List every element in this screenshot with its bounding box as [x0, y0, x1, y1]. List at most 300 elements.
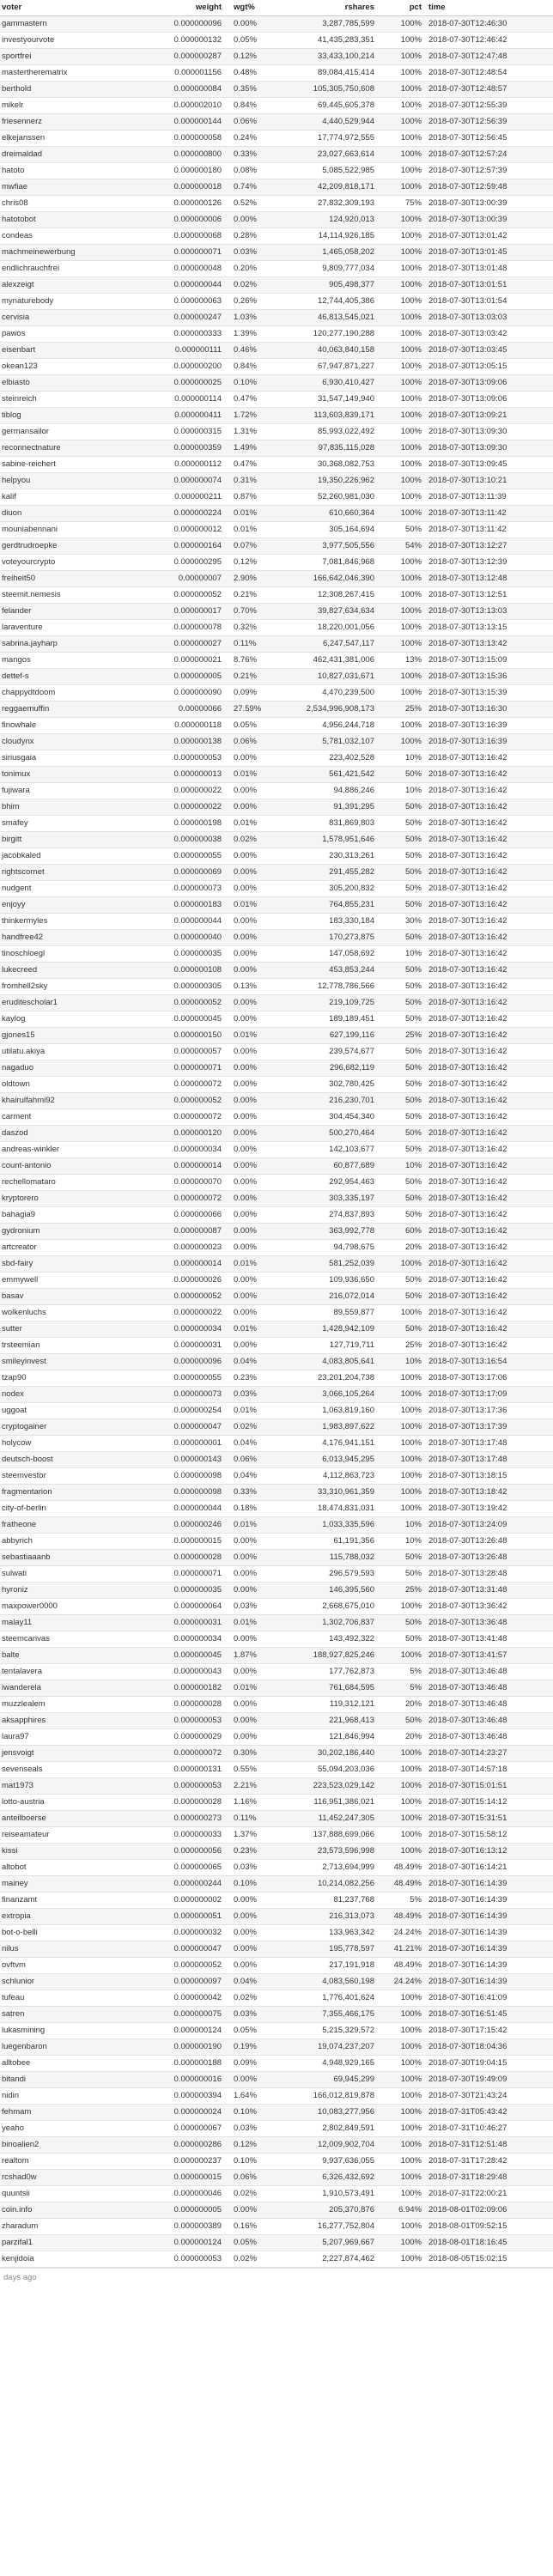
rshares-cell: 12,778,786,566: [273, 979, 376, 995]
weight-cell: 0.000000098: [146, 1468, 223, 1485]
column-header-weight[interactable]: weight: [146, 0, 223, 16]
voter-cell[interactable]: trsteemian: [0, 1338, 146, 1354]
rshares-cell: 7,355,466,175: [273, 2007, 376, 2023]
voter-cell[interactable]: carment: [0, 1109, 146, 1126]
voter-cell[interactable]: lukasmining: [0, 2023, 146, 2039]
voter-cell[interactable]: sabine-reichert: [0, 457, 146, 473]
voter-cell[interactable]: yeaho: [0, 2121, 146, 2137]
voter-cell[interactable]: sbd-fairy: [0, 1256, 146, 1273]
voter-cell[interactable]: nodex: [0, 1387, 146, 1403]
table-row: [0, 1860, 553, 1876]
time-cell: 2018-07-30T16:14:21: [423, 1860, 553, 1876]
pct-cell: 41.21%: [376, 1941, 423, 1958]
weight-cell: 0.000000053: [146, 1713, 223, 1729]
voter-cell[interactable]: rightscornet: [0, 865, 146, 881]
table-row: [0, 555, 553, 571]
voter-cell[interactable]: artcreator: [0, 1240, 146, 1256]
rshares-cell: 69,945,299: [273, 2072, 376, 2088]
table-row: [0, 114, 553, 131]
column-header-time[interactable]: time: [423, 0, 553, 16]
table-row: [0, 1664, 553, 1680]
time-cell: 2018-07-30T16:14:39: [423, 1909, 553, 1925]
column-header-rshares[interactable]: rshares: [273, 0, 376, 16]
voter-cell[interactable]: fragmentarion: [0, 1485, 146, 1501]
wgt-percent-cell: 0.04%: [223, 1974, 273, 1990]
voter-cell[interactable]: anteilboerse: [0, 1811, 146, 1827]
time-cell: 2018-08-01T18:16:45: [423, 2235, 553, 2251]
voter-cell[interactable]: altobot: [0, 1860, 146, 1876]
pct-cell: 100%: [376, 473, 423, 489]
rshares-cell: 10,083,277,956: [273, 2105, 376, 2121]
table-row: [0, 653, 553, 669]
voter-cell[interactable]: hyroniz: [0, 1583, 146, 1599]
voter-cell[interactable]: parzifal1: [0, 2235, 146, 2251]
voter-cell[interactable]: germansailor: [0, 424, 146, 440]
table-row: [0, 1746, 553, 1762]
voter-cell[interactable]: mouniabennani: [0, 522, 146, 538]
rshares-cell: 561,421,542: [273, 767, 376, 783]
voter-cell[interactable]: maxpower0000: [0, 1599, 146, 1615]
voter-cell[interactable]: schlunior: [0, 1974, 146, 1990]
voter-cell[interactable]: kaylog: [0, 1012, 146, 1028]
voter-cell[interactable]: gjones15: [0, 1028, 146, 1044]
wgt-percent-cell: 0.00%: [223, 1941, 273, 1958]
voter-cell[interactable]: emmywell: [0, 1273, 146, 1289]
voter-cell[interactable]: freiheit50: [0, 571, 146, 587]
time-cell: 2018-07-30T13:17:06: [423, 1370, 553, 1387]
voter-cell[interactable]: chris08: [0, 196, 146, 212]
weight-cell: 0.000000118: [146, 718, 223, 734]
weight-cell: 0.000000031: [146, 1615, 223, 1631]
wgt-percent-cell: 0.11%: [223, 1811, 273, 1827]
voter-cell[interactable]: daszod: [0, 1126, 146, 1142]
voter-cell[interactable]: berthold: [0, 82, 146, 98]
rshares-cell: 14,114,926,185: [273, 228, 376, 245]
column-header-voter[interactable]: voter: [0, 0, 146, 16]
voter-cell[interactable]: steinreich: [0, 392, 146, 408]
voter-cell[interactable]: city-of-berlin: [0, 1501, 146, 1517]
voter-cell[interactable]: extropia: [0, 1909, 146, 1925]
voter-cell[interactable]: kissi: [0, 1844, 146, 1860]
wgt-percent-cell: 0.00%: [223, 1158, 273, 1175]
table-row: [0, 750, 553, 767]
table-row: [0, 816, 553, 832]
voter-cell[interactable]: smileyinvest: [0, 1354, 146, 1370]
voter-cell[interactable]: ovftvm: [0, 1958, 146, 1974]
time-cell: 2018-07-30T13:12:27: [423, 538, 553, 555]
weight-cell: 0.000000237: [146, 2154, 223, 2170]
voter-cell[interactable]: utilatu.akiya: [0, 1044, 146, 1060]
voter-cell[interactable]: eruditescholar1: [0, 995, 146, 1012]
weight-cell: 0.000000273: [146, 1811, 223, 1827]
weight-cell: 0.000000411: [146, 408, 223, 424]
voter-cell[interactable]: alexzeigt: [0, 277, 146, 294]
voter-cell[interactable]: enjoyy: [0, 897, 146, 914]
voter-cell[interactable]: cryptogainer: [0, 1419, 146, 1436]
wgt-percent-cell: 0.04%: [223, 1436, 273, 1452]
voter-cell[interactable]: siriusgaia: [0, 750, 146, 767]
weight-cell: 0.000000015: [146, 1534, 223, 1550]
voter-cell[interactable]: birgitt: [0, 832, 146, 848]
voter-cell[interactable]: machmeinewerbung: [0, 245, 146, 261]
voter-cell[interactable]: bitandi: [0, 2072, 146, 2088]
voter-cell[interactable]: lotto-austria: [0, 1795, 146, 1811]
wgt-percent-cell: 0.03%: [223, 1860, 273, 1876]
voter-cell[interactable]: jensvoigt: [0, 1746, 146, 1762]
voter-cell[interactable]: bhim: [0, 799, 146, 816]
pct-cell: 100%: [376, 2007, 423, 2023]
voter-cell[interactable]: malay11: [0, 1615, 146, 1631]
voter-cell[interactable]: satren: [0, 2007, 146, 2023]
pct-cell: 100%: [376, 734, 423, 750]
pct-cell: 10%: [376, 946, 423, 963]
voter-cell[interactable]: diuon: [0, 506, 146, 522]
weight-cell: 0.000000143: [146, 1452, 223, 1468]
weight-cell: 0.000000055: [146, 848, 223, 865]
voter-cell[interactable]: kryptorero: [0, 1191, 146, 1207]
rshares-cell: 462,431,381,006: [273, 653, 376, 669]
table-row: [0, 147, 553, 163]
rshares-cell: 223,402,528: [273, 750, 376, 767]
rshares-cell: 6,013,945,295: [273, 1452, 376, 1468]
voter-cell[interactable]: sulwati: [0, 1566, 146, 1583]
voter-cell[interactable]: fromhell2sky: [0, 979, 146, 995]
voter-cell[interactable]: iwanderela: [0, 1680, 146, 1697]
weight-cell: 0.000000188: [146, 2056, 223, 2072]
voter-cell[interactable]: helpyou: [0, 473, 146, 489]
voter-cell[interactable]: okean123: [0, 359, 146, 375]
table-row: [0, 1452, 553, 1468]
pct-cell: 100%: [376, 718, 423, 734]
weight-cell: 0.000000305: [146, 979, 223, 995]
rshares-cell: 1,910,573,491: [273, 2186, 376, 2202]
voter-cell[interactable]: sebastiaaanb: [0, 1550, 146, 1566]
pct-cell: 100%: [376, 2023, 423, 2039]
voter-cell[interactable]: oldtown: [0, 1077, 146, 1093]
voter-cell[interactable]: endlichrauchfrei: [0, 261, 146, 277]
voter-cell[interactable]: nagaduo: [0, 1060, 146, 1077]
voter-cell[interactable]: cloudynx: [0, 734, 146, 750]
weight-cell: 0.000000028: [146, 1795, 223, 1811]
pct-cell: 50%: [376, 1566, 423, 1583]
wgt-percent-cell: 0.00%: [223, 1713, 273, 1729]
voter-cell[interactable]: elkejanssen: [0, 131, 146, 147]
voter-cell[interactable]: finanzamt: [0, 1893, 146, 1909]
voter-cell[interactable]: nidin: [0, 2088, 146, 2105]
wgt-percent-cell: 0.00%: [223, 1224, 273, 1240]
voter-cell[interactable]: holycow: [0, 1436, 146, 1452]
wgt-percent-cell: 2.21%: [223, 1778, 273, 1795]
pct-cell: 100%: [376, 1436, 423, 1452]
voter-cell[interactable]: sevenseals: [0, 1762, 146, 1778]
rshares-cell: 1,983,897,622: [273, 1419, 376, 1436]
pct-cell: 100%: [376, 1648, 423, 1664]
voter-cell[interactable]: jacobkaled: [0, 848, 146, 865]
voter-cell[interactable]: balte: [0, 1648, 146, 1664]
voter-cell[interactable]: chappydtdoom: [0, 685, 146, 702]
rshares-cell: 10,827,031,671: [273, 669, 376, 685]
voter-cell[interactable]: steemvestor: [0, 1468, 146, 1485]
pct-cell: 13%: [376, 653, 423, 669]
weight-cell: 0.000000024: [146, 2105, 223, 2121]
rshares-cell: 41,435,283,351: [273, 33, 376, 49]
voter-cell[interactable]: fratheone: [0, 1517, 146, 1534]
rshares-cell: 764,855,231: [273, 897, 376, 914]
voter-cell[interactable]: nilus: [0, 1941, 146, 1958]
weight-cell: 0.000000040: [146, 930, 223, 946]
voter-cell[interactable]: gydronium: [0, 1224, 146, 1240]
voter-cell[interactable]: aksapphires: [0, 1713, 146, 1729]
column-header-pct[interactable]: pct: [376, 0, 423, 16]
header-row: [0, 0, 553, 16]
time-cell: 2018-07-30T12:57:39: [423, 163, 553, 179]
table-row: [0, 1893, 553, 1909]
pct-cell: 100%: [376, 620, 423, 636]
voter-cell[interactable]: steemit.nemesis: [0, 587, 146, 604]
voter-cell[interactable]: felander: [0, 604, 146, 620]
pct-cell: 50%: [376, 963, 423, 979]
pct-cell: 50%: [376, 1142, 423, 1158]
weight-cell: 0.000000144: [146, 114, 223, 131]
time-cell: 2018-07-30T13:16:42: [423, 1175, 553, 1191]
voter-cell[interactable]: andreas-winkler: [0, 1142, 146, 1158]
pct-cell: 100%: [376, 2219, 423, 2235]
table-row: [0, 326, 553, 343]
table-row: [0, 1273, 553, 1289]
voter-cell[interactable]: laraventure: [0, 620, 146, 636]
weight-cell: 0.000000800: [146, 147, 223, 163]
weight-cell: 0.000000065: [146, 1860, 223, 1876]
voter-cell[interactable]: cervisia: [0, 310, 146, 326]
time-cell: 2018-07-30T13:16:42: [423, 865, 553, 881]
rshares-cell: 230,313,261: [273, 848, 376, 865]
voter-cell[interactable]: uggoat: [0, 1403, 146, 1419]
voter-cell[interactable]: rcshad0w: [0, 2170, 146, 2186]
voter-cell[interactable]: basav: [0, 1289, 146, 1305]
voter-cell[interactable]: thinkermyles: [0, 914, 146, 930]
voter-cell[interactable]: tinoschloegl: [0, 946, 146, 963]
voter-cell[interactable]: fujiwara: [0, 783, 146, 799]
table-row: [0, 636, 553, 653]
voter-cell[interactable]: gammastern: [0, 16, 146, 33]
voter-cell[interactable]: sportfrei: [0, 49, 146, 65]
weight-cell: 0.000000005: [146, 669, 223, 685]
voter-cell[interactable]: luegenbaron: [0, 2039, 146, 2056]
wgt-percent-cell: 0.00%: [223, 1550, 273, 1566]
weight-cell: 0.000000035: [146, 1583, 223, 1599]
voter-cell[interactable]: zharadum: [0, 2219, 146, 2235]
wgt-percent-cell: 0.23%: [223, 1370, 273, 1387]
rshares-cell: 305,164,694: [273, 522, 376, 538]
time-cell: 2018-07-30T13:01:51: [423, 277, 553, 294]
table-row: [0, 1615, 553, 1631]
voter-cell[interactable]: elbiasto: [0, 375, 146, 392]
pct-cell: 100%: [376, 587, 423, 604]
table-row: [0, 228, 553, 245]
voter-cell[interactable]: hatoto: [0, 163, 146, 179]
pct-cell: 100%: [376, 82, 423, 98]
time-cell: 2018-07-30T13:16:42: [423, 799, 553, 816]
wgt-percent-cell: 0.32%: [223, 620, 273, 636]
voter-cell[interactable]: count-antonio: [0, 1158, 146, 1175]
pct-cell: 100%: [376, 1370, 423, 1387]
voter-cell[interactable]: muzzlealem: [0, 1697, 146, 1713]
wgt-percent-cell: 0.06%: [223, 1452, 273, 1468]
voter-cell[interactable]: deutsch-boost: [0, 1452, 146, 1468]
voter-cell[interactable]: reiseamateur: [0, 1827, 146, 1844]
table-row: [0, 196, 553, 212]
table-row: [0, 1925, 553, 1941]
voter-cell[interactable]: mat1973: [0, 1778, 146, 1795]
weight-cell: 0.000000028: [146, 1550, 223, 1566]
pct-cell: 100%: [376, 1468, 423, 1485]
time-cell: 2018-07-30T13:13:15: [423, 620, 553, 636]
voter-cell[interactable]: coin.info: [0, 2202, 146, 2219]
voter-cell[interactable]: gerdtrudroepke: [0, 538, 146, 555]
voter-cell[interactable]: voteyourcrypto: [0, 555, 146, 571]
time-cell: 2018-07-30T13:16:42: [423, 1044, 553, 1060]
time-cell: 2018-07-30T13:36:42: [423, 1599, 553, 1615]
voter-cell[interactable]: reggaemuffin: [0, 702, 146, 718]
voter-cell[interactable]: laura97: [0, 1729, 146, 1746]
voter-cell[interactable]: mwfiae: [0, 179, 146, 196]
voter-cell[interactable]: dettef-s: [0, 669, 146, 685]
voter-cell[interactable]: finowhale: [0, 718, 146, 734]
voter-cell[interactable]: bot-o-belli: [0, 1925, 146, 1941]
weight-cell: 0.000000022: [146, 1305, 223, 1321]
time-cell: 2018-07-30T15:14:12: [423, 1795, 553, 1811]
rshares-cell: 115,788,032: [273, 1550, 376, 1566]
pct-cell: 100%: [376, 65, 423, 82]
weight-cell: 0.000000182: [146, 1680, 223, 1697]
voter-cell[interactable]: quuntsii: [0, 2186, 146, 2202]
voter-cell[interactable]: reconnectnature: [0, 440, 146, 457]
voter-cell[interactable]: mainey: [0, 1876, 146, 1893]
pct-cell: 100%: [376, 555, 423, 571]
voter-cell[interactable]: mastertherematrix: [0, 65, 146, 82]
wgt-percent-cell: 0.00%: [223, 1305, 273, 1321]
voter-cell[interactable]: khairulfahmi92: [0, 1093, 146, 1109]
voter-cell[interactable]: mikelr: [0, 98, 146, 114]
pct-cell: 100%: [376, 685, 423, 702]
pct-cell: 100%: [376, 228, 423, 245]
voter-cell[interactable]: dreimaldad: [0, 147, 146, 163]
voter-cell[interactable]: smafey: [0, 816, 146, 832]
voter-cell[interactable]: nudgent: [0, 881, 146, 897]
voter-cell[interactable]: eisenbart: [0, 343, 146, 359]
voter-cell[interactable]: condeas: [0, 228, 146, 245]
pct-cell: 100%: [376, 1305, 423, 1321]
wgt-percent-cell: 0.03%: [223, 1387, 273, 1403]
voter-cell[interactable]: fehmam: [0, 2105, 146, 2121]
weight-cell: 0.000000034: [146, 1631, 223, 1648]
voter-cell[interactable]: tzap90: [0, 1370, 146, 1387]
time-cell: 2018-07-30T13:16:42: [423, 750, 553, 767]
voter-cell[interactable]: sabrina.jayharp: [0, 636, 146, 653]
voter-cell[interactable]: lukecreed: [0, 963, 146, 979]
voter-cell[interactable]: binoalien2: [0, 2137, 146, 2154]
pct-cell: 100%: [376, 1452, 423, 1468]
rshares-cell: 42,209,818,171: [273, 179, 376, 196]
time-cell: 2018-07-30T13:09:30: [423, 424, 553, 440]
wgt-percent-cell: 2.90%: [223, 571, 273, 587]
pct-cell: 100%: [376, 489, 423, 506]
weight-cell: 0.000000052: [146, 1289, 223, 1305]
voter-cell[interactable]: tiblog: [0, 408, 146, 424]
time-cell: 2018-07-30T12:46:42: [423, 33, 553, 49]
voter-cell[interactable]: hatotobot: [0, 212, 146, 228]
wgt-percent-cell: 0.00%: [223, 1126, 273, 1142]
weight-cell: 0.000000150: [146, 1028, 223, 1044]
rshares-cell: 7,081,846,968: [273, 555, 376, 571]
wgt-percent-cell: 0.00%: [223, 1142, 273, 1158]
weight-cell: 0.000000005: [146, 2202, 223, 2219]
time-cell: 2018-07-30T13:46:48: [423, 1729, 553, 1746]
voter-cell[interactable]: alltobee: [0, 2056, 146, 2072]
table-row: [0, 1354, 553, 1370]
voter-cell[interactable]: sutter: [0, 1321, 146, 1338]
pct-cell: 100%: [376, 392, 423, 408]
voter-cell[interactable]: investyourvote: [0, 33, 146, 49]
rshares-cell: 219,109,725: [273, 995, 376, 1012]
voter-cell[interactable]: realtom: [0, 2154, 146, 2170]
voter-cell[interactable]: pawos: [0, 326, 146, 343]
pct-cell: 100%: [376, 359, 423, 375]
voter-cell[interactable]: kenjidoia: [0, 2251, 146, 2268]
voter-cell[interactable]: mangos: [0, 653, 146, 669]
rshares-cell: 19,074,237,207: [273, 2039, 376, 2056]
voter-cell[interactable]: abbyrich: [0, 1534, 146, 1550]
rshares-cell: 3,977,505,556: [273, 538, 376, 555]
voter-cell[interactable]: bahagia9: [0, 1207, 146, 1224]
pct-cell: 50%: [376, 1713, 423, 1729]
rshares-cell: 1,776,401,624: [273, 1990, 376, 2007]
voter-cell[interactable]: tonimux: [0, 767, 146, 783]
weight-cell: 0.000000053: [146, 2251, 223, 2268]
rshares-cell: 133,963,342: [273, 1925, 376, 1941]
rshares-cell: 4,440,529,944: [273, 114, 376, 131]
weight-cell: 0.000000056: [146, 1844, 223, 1860]
column-header-wgt-percent[interactable]: wgt%: [223, 0, 273, 16]
voter-cell[interactable]: kalif: [0, 489, 146, 506]
wgt-percent-cell: 0.06%: [223, 2170, 273, 2186]
weight-cell: 0.000000070: [146, 1175, 223, 1191]
table-row: [0, 1778, 553, 1795]
voter-cell[interactable]: rechellomataro: [0, 1175, 146, 1191]
table-row: [0, 375, 553, 392]
voter-cell[interactable]: friesennerz: [0, 114, 146, 131]
rshares-cell: 170,273,875: [273, 930, 376, 946]
table-row: [0, 1827, 553, 1844]
voter-cell[interactable]: tufeau: [0, 1990, 146, 2007]
voter-cell[interactable]: mynaturebody: [0, 294, 146, 310]
rshares-cell: 4,470,239,500: [273, 685, 376, 702]
time-cell: 2018-07-30T16:14:39: [423, 1941, 553, 1958]
weight-cell: 0.000000053: [146, 1778, 223, 1795]
time-cell: 2018-07-31T22:00:21: [423, 2186, 553, 2202]
wgt-percent-cell: 0.01%: [223, 1028, 273, 1044]
voter-cell[interactable]: tentalavera: [0, 1664, 146, 1680]
rshares-cell: 30,368,082,753: [273, 457, 376, 473]
weight-cell: 0.000000394: [146, 2088, 223, 2105]
pct-cell: 50%: [376, 1044, 423, 1060]
table-row: [0, 1762, 553, 1778]
voter-cell[interactable]: steemcanvas: [0, 1631, 146, 1648]
time-cell: 2018-07-31T18:29:48: [423, 2170, 553, 2186]
voter-cell[interactable]: wolkenluchs: [0, 1305, 146, 1321]
pct-cell: 100%: [376, 49, 423, 65]
voter-cell[interactable]: handfree42: [0, 930, 146, 946]
